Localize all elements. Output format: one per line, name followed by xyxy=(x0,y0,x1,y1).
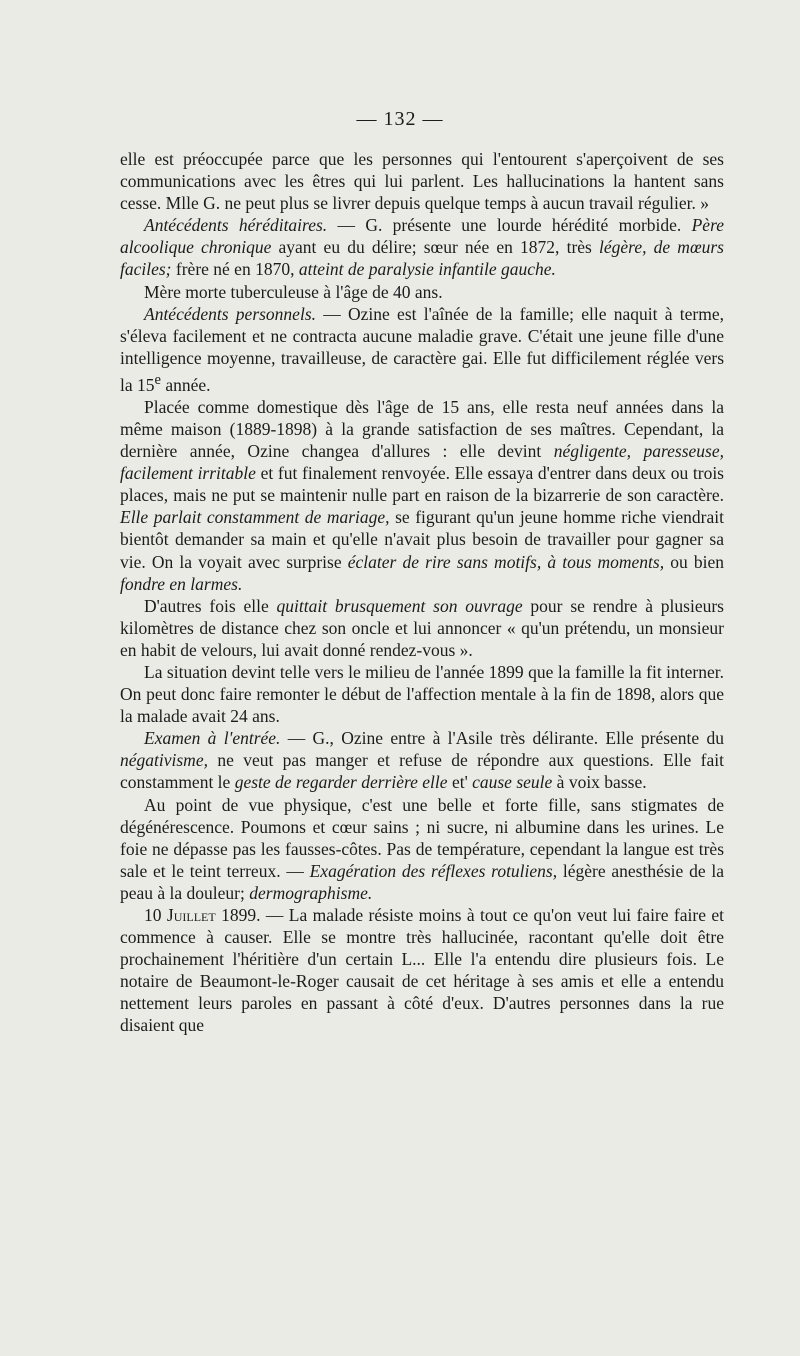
paragraph-july-1899: 10 Juillet 1899. — La malade résiste moins à tout ce qu'on veut lui faire faire et commence à causer. Elle se montre très hallucinée, racontant qu'elle doit être prochainement l'héritière d'un certain L... Elle l'a entendu dire plusieurs fois. Le notaire de Beaumont-le-Roger causait de cet héritage à ses amis et elle a entendu nettement leurs paroles en passant à côté d'eux. D'autres personnes dans la rue disaient que xyxy=(120,905,725,1036)
body-text xyxy=(120,148,724,1037)
paragraph-mother: Mère morte tuberculeuse à l'âge de 40 ans. xyxy=(144,281,443,302)
page-number: — 132 — xyxy=(356,108,444,130)
section-heading: Antécédents héréditaires. xyxy=(144,215,328,236)
paragraph-hereditary: Antécédents héréditaires. — G. présente une lourde hérédité morbide. Père alcoolique chronique ayant eu du délire; sœur née en 1872, très légère, de mœurs faciles; frère né en 1870, atteint de paralysie infantile gauche. xyxy=(120,215,724,280)
paragraph-personal: Antécédents personnels. — Ozine est l'aînée de la famille; elle naquit à terme, s'éleva facilement et ne contracta aucune maladie grave. C'était une jeune fille d'une intelligence moyenne, travailleuse, de caractère gai. Elle fut difficilement réglée vers la 15e année. xyxy=(120,303,724,395)
date-month: Juillet xyxy=(166,905,216,926)
paragraph-domestic: Placée comme domestique dès l'âge de 15 ans, elle resta neuf années dans la même maison (1889-1898) à la grande satisfaction de ses maîtres. Cependant, la dernière année, Ozine changea d'allures : elle devint négligente, paresseuse, facilement irritable et fut finalement renvoyée. Elle essaya d'entrer dans deux ou trois places, mais ne put se maintenir nulle part en raison de la bizarrerie de son caractère. Elle parlait constamment de mariage, se figurant qu'un jeune homme riche viendrait bientôt demander sa main et qu'elle n'avait plus besoin de travailler pour gagner sa vie. On la voyait avec surprise éclater de rire sans motifs, à tous moments, ou bien fondre en larmes. xyxy=(120,396,724,594)
paragraph-internment: La situation devint telle vers le milieu de l'année 1899 que la famille la fit interner. On peut donc faire remonter le début de l'affection mentale à la fin de 1898, alors que la malade avait 24 ans. xyxy=(120,661,724,727)
paragraph-other-times: D'autres fois elle quittait brusquement son ouvrage pour se rendre à plusieurs kilomètres de distance chez son oncle et lui annoncer « qu'un prétendu, un monsieur en habit de velours, lui avait donné rendez-vous ». xyxy=(120,595,724,660)
paragraph-1: elle est préoccupée parce que les personnes qui l'entourent s'aperçoivent de ses communications avec les êtres qui lui parlent. Les hallucinations la hantent sans cesse. Mlle G. ne peut plus se livrer depuis quelque temps à aucun travail régulier. » xyxy=(120,149,724,214)
section-heading: Antécédents personnels. xyxy=(144,303,316,324)
paragraph-admission-exam: Examen à l'entrée. — G., Ozine entre à l'Asile très délirante. Elle présente du négativisme, ne veut pas manger et refuse de répondre aux questions. Elle fait constamment le geste de regarder derrière elle et' cause seule à voix basse. xyxy=(120,728,724,793)
section-heading: Examen à l'entrée. xyxy=(144,728,281,749)
paragraph-physical: Au point de vue physique, c'est une belle et forte fille, sans stigmates de dégénérescence. Poumons et cœur sains ; ni sucre, ni albumine dans les urines. Le foie ne dépasse pas les fausses-côtes. Pas de température, cependant la langue est très sale et le teint terreux. — Exagération des réflexes rotuliens, légère anesthésie de la peau à la douleur; dermographisme. xyxy=(120,794,724,903)
